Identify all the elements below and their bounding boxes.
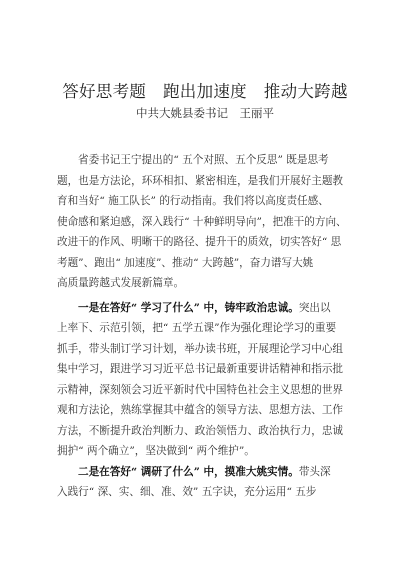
intro-line: 考题”、跑出“ 加速度”、推动“ 大跨越”，奋力谱写大姚 <box>57 256 314 269</box>
section2-first-line <box>57 462 357 483</box>
section1-line: 示精神，深刻领会习近平新时代中国特色社会主义思想的世界 <box>57 383 344 396</box>
section2-text: 带头深 <box>298 465 331 478</box>
intro-line: 题，也是方法论，环环相扣、紧密相连，是我们开展好主题教 <box>57 174 344 187</box>
document-title: 答好思考题 跑出加速度 推动大跨越 <box>62 82 348 101</box>
section2-line: 入践行“ 深、实、细、准、效” 五字诀，充分运用“ 五步 <box>57 486 317 498</box>
section1-line: 方法，不断提升政治判断力、政治领悟力、政治执行力，忠诚 <box>57 424 344 437</box>
section1-line: 集中学习，跟进学习习近平总书记最新重要讲话精神和指示批 <box>57 363 344 375</box>
section1-line: 拥护“ 两个确立”，坚决做到“ 两个维护”。 <box>57 445 255 457</box>
intro-line: 使命感和紧迫感，深入践行“ 十种鲜明导向”，把准干的方向、 <box>57 215 347 228</box>
section1-first-line <box>57 298 357 319</box>
section1-text: 突出以 <box>298 301 331 314</box>
intro-line: 省委书记王宁提出的“ 五个对照、五个反思” 既是思考 <box>78 154 329 166</box>
section2-heading: 二是在答好“ 调研了什么” 中，摸准大姚实情。 <box>78 465 299 478</box>
document-body <box>57 150 357 503</box>
intro-line: 改进干的作风、明晰干的路径、提升干的质效，切实答好“ 思 <box>57 236 342 248</box>
author-byline: 中共大姚县委书记 王丽平 <box>136 106 274 120</box>
intro-line: 育和当好“ 施工队长” 的行动指南。我们将以高度责任感、 <box>57 195 329 207</box>
intro-line: 高质量跨越式发展新篇章。 <box>57 277 185 289</box>
section1-line: 抓手，带头制订学习计划，举办读书班，开展理论学习中心组 <box>57 342 344 355</box>
section1-line: 上率下、示范引领，把“ 五学五课”作为强化理论学习的重要 <box>57 322 337 334</box>
section1-heading: 一是在答好“ 学习了什么” 中，铸牢政治忠诚。 <box>78 301 299 314</box>
section1-line: 观和方法论，熟练掌握其中蕴含的领导方法、思想方法、工作 <box>57 404 344 416</box>
